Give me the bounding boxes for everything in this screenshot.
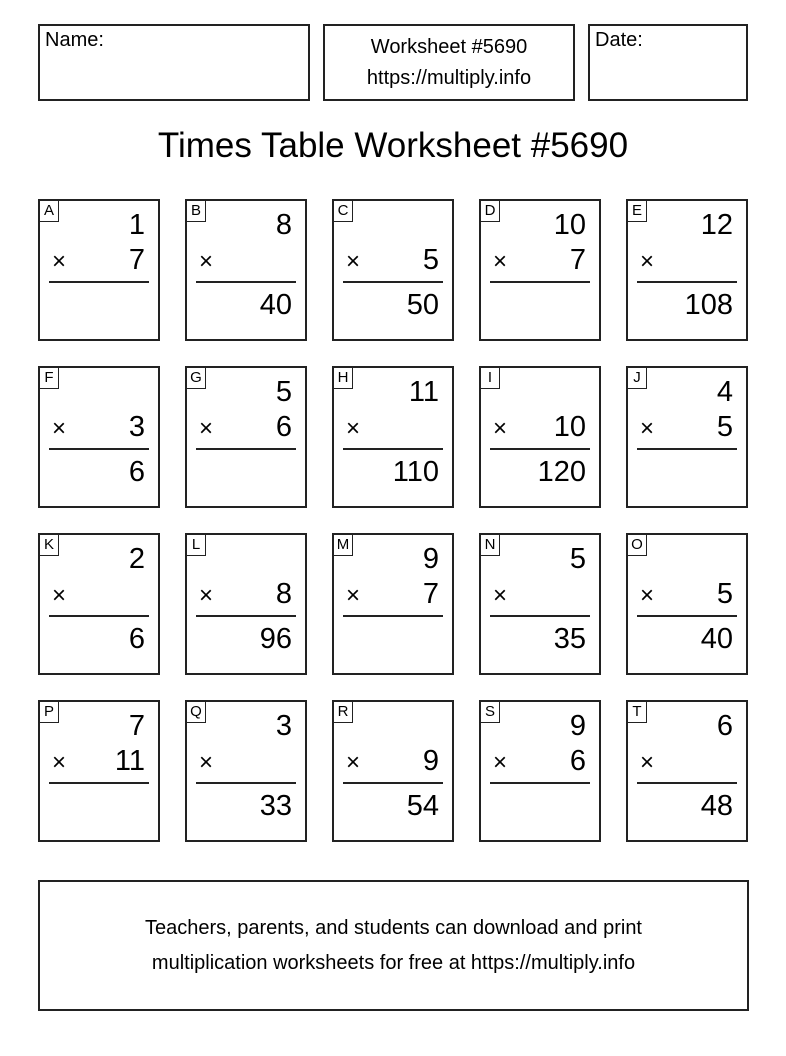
problem-top-number: 2 — [128, 543, 145, 575]
multiply-sign: × — [199, 582, 214, 609]
problem-letter: E — [628, 201, 647, 222]
problem-letter: T — [628, 702, 647, 723]
answer-line — [343, 782, 443, 784]
multiply-sign: × — [199, 415, 214, 442]
problem-top-number: 5 — [569, 543, 586, 575]
problem-bottom-number: 5 — [716, 411, 733, 443]
problem-letter: A — [40, 201, 59, 222]
problem-letter: N — [481, 535, 500, 556]
answer-line — [637, 615, 737, 617]
problem-grid — [38, 199, 749, 842]
multiply-sign: × — [640, 415, 655, 442]
problem-answer: 40 — [700, 623, 733, 655]
problem-top-number: 1 — [128, 209, 145, 241]
problem-letter: G — [187, 368, 206, 389]
multiply-sign: × — [493, 415, 508, 442]
problem-bottom-number: 10 — [553, 411, 586, 443]
multiply-sign: × — [346, 415, 361, 442]
problem-card — [185, 199, 307, 341]
multiply-sign: × — [493, 582, 508, 609]
name-label: Name: — [45, 29, 104, 51]
answer-line — [637, 281, 737, 283]
problem-top-number: 9 — [569, 710, 586, 742]
worksheet-info-box — [323, 24, 575, 101]
answer-line — [343, 615, 443, 617]
multiply-sign: × — [52, 415, 67, 442]
problem-top-number: 5 — [275, 376, 292, 408]
answer-line — [343, 281, 443, 283]
problem-letter: B — [187, 201, 206, 222]
answer-line — [49, 448, 149, 450]
problem-letter: H — [334, 368, 353, 389]
multiply-sign: × — [199, 248, 214, 275]
problem-card — [332, 533, 454, 675]
problem-answer: 40 — [259, 289, 292, 321]
problem-letter: I — [481, 368, 500, 389]
problem-answer: 54 — [406, 790, 439, 822]
multiply-sign: × — [640, 749, 655, 776]
problem-card — [38, 366, 160, 508]
problem-letter: R — [334, 702, 353, 723]
problem-card — [185, 700, 307, 842]
problem-top-number: 12 — [700, 209, 733, 241]
answer-line — [196, 782, 296, 784]
multiply-sign: × — [346, 248, 361, 275]
multiply-sign: × — [52, 749, 67, 776]
problem-answer: 6 — [128, 623, 145, 655]
problem-letter: Q — [187, 702, 206, 723]
problem-card — [38, 199, 160, 341]
date-field[interactable] — [588, 24, 748, 101]
answer-line — [49, 782, 149, 784]
footer-line-1: Teachers, parents, and students can download and print — [145, 917, 642, 939]
problem-card — [479, 700, 601, 842]
problem-card — [38, 700, 160, 842]
multiply-sign: × — [199, 749, 214, 776]
problem-answer: 108 — [684, 289, 733, 321]
problem-bottom-number: 11 — [114, 745, 145, 777]
problem-top-number: 10 — [553, 209, 586, 241]
problem-answer: 110 — [392, 456, 439, 488]
problem-card — [626, 533, 748, 675]
problem-card — [479, 533, 601, 675]
multiply-sign: × — [346, 749, 361, 776]
page-title: Times Table Worksheet #5690 — [157, 126, 629, 165]
footer-line-2: multiplication worksheets for free at https://multiply.info — [151, 952, 636, 974]
problem-letter: C — [334, 201, 353, 222]
problem-letter: F — [40, 368, 59, 389]
answer-line — [343, 448, 443, 450]
problem-bottom-number: 8 — [275, 578, 292, 610]
problem-letter: K — [40, 535, 59, 556]
problem-card — [332, 199, 454, 341]
problem-top-number: 9 — [422, 543, 439, 575]
problem-card — [332, 366, 454, 508]
problem-letter: M — [334, 535, 353, 556]
problem-card — [332, 700, 454, 842]
name-field[interactable] — [38, 24, 310, 101]
problem-letter: O — [628, 535, 647, 556]
multiply-sign: × — [346, 582, 361, 609]
answer-line — [490, 615, 590, 617]
answer-line — [196, 448, 296, 450]
problem-letter: D — [481, 201, 500, 222]
date-label: Date: — [595, 29, 643, 51]
problem-answer: 33 — [259, 790, 292, 822]
problem-top-number: 11 — [408, 376, 439, 408]
answer-line — [637, 448, 737, 450]
problem-letter: S — [481, 702, 500, 723]
problem-card — [479, 199, 601, 341]
multiply-sign: × — [640, 248, 655, 275]
answer-line — [637, 782, 737, 784]
problem-card — [626, 199, 748, 341]
problem-letter: J — [628, 368, 647, 389]
answer-line — [490, 782, 590, 784]
problem-bottom-number: 5 — [422, 244, 439, 276]
multiply-sign: × — [52, 582, 67, 609]
problem-bottom-number: 5 — [716, 578, 733, 610]
problem-card — [626, 366, 748, 508]
problem-top-number: 3 — [275, 710, 292, 742]
problem-card — [479, 366, 601, 508]
problem-answer: 6 — [128, 456, 145, 488]
problem-bottom-number: 6 — [569, 745, 586, 777]
problem-card — [626, 700, 748, 842]
problem-answer: 48 — [700, 790, 733, 822]
problem-answer: 120 — [537, 456, 586, 488]
problem-bottom-number: 9 — [422, 745, 439, 777]
multiply-sign: × — [493, 248, 508, 275]
problem-answer: 96 — [259, 623, 292, 655]
problem-answer: 35 — [553, 623, 586, 655]
problem-bottom-number: 7 — [569, 244, 586, 276]
answer-line — [49, 615, 149, 617]
problem-bottom-number: 7 — [422, 578, 439, 610]
answer-line — [490, 448, 590, 450]
answer-line — [49, 281, 149, 283]
multiply-sign: × — [640, 582, 655, 609]
worksheet-number: Worksheet #5690 — [370, 36, 528, 58]
answer-line — [490, 281, 590, 283]
problem-top-number: 8 — [275, 209, 292, 241]
problem-bottom-number: 3 — [128, 411, 145, 443]
multiply-sign: × — [52, 248, 67, 275]
problem-top-number: 7 — [128, 710, 145, 742]
problem-bottom-number: 7 — [128, 244, 145, 276]
worksheet-url: https://multiply.info — [366, 67, 532, 89]
problem-top-number: 6 — [716, 710, 733, 742]
problem-card — [185, 533, 307, 675]
answer-line — [196, 281, 296, 283]
problem-letter: P — [40, 702, 59, 723]
answer-line — [196, 615, 296, 617]
problem-card — [185, 366, 307, 508]
problem-card — [38, 533, 160, 675]
footer-note — [38, 880, 749, 1011]
problem-top-number: 4 — [716, 376, 733, 408]
multiply-sign: × — [493, 749, 508, 776]
problem-bottom-number: 6 — [275, 411, 292, 443]
problem-letter: L — [187, 535, 206, 556]
problem-answer: 50 — [406, 289, 439, 321]
